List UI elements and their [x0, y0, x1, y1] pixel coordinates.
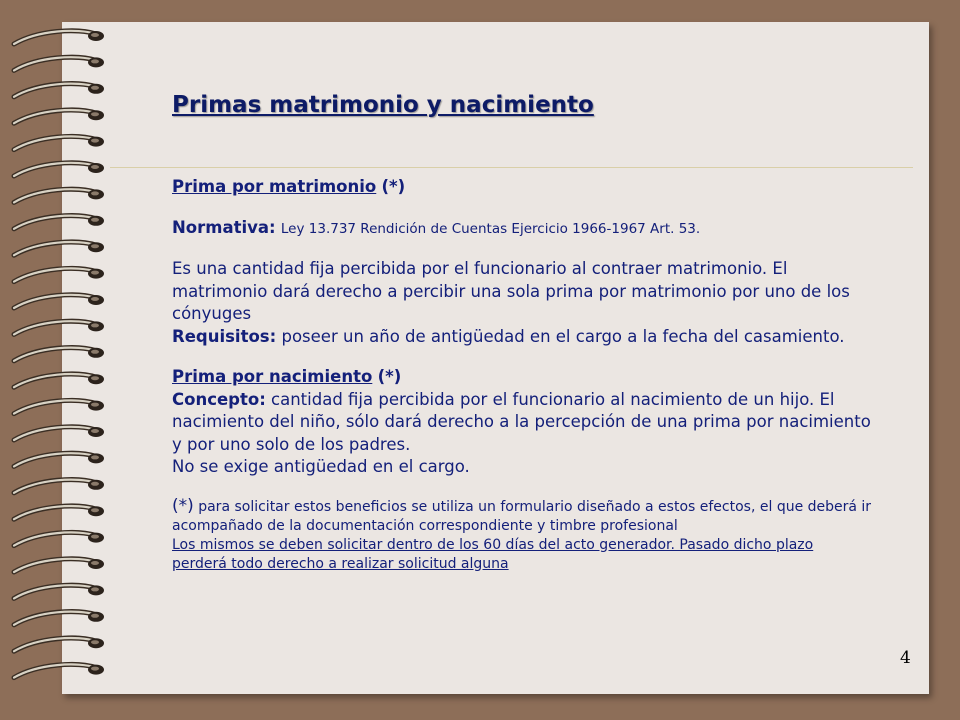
- spiral-ring: [14, 321, 104, 334]
- spiral-ring: [14, 110, 104, 123]
- deadline-link[interactable]: Los mismos se deben solicitar dentro de los 60 días del acto generador. Pasado dicho plazo perderá todo derecho a realizar solicitud alguna: [172, 536, 814, 572]
- page-number: 4: [900, 648, 911, 668]
- spiral-ring: [14, 532, 104, 545]
- content-body: [172, 176, 872, 574]
- spiral-ring: [14, 612, 104, 625]
- spiral-ring: [14, 585, 104, 598]
- spiral-ring: [14, 400, 104, 413]
- footnote-text: para solicitar estos beneficios se utiliza un formulario diseñado a estos efectos, el que deberá ir acompañado de la documentación correspondiente y timbre profesional: [172, 498, 872, 534]
- footnote: [172, 497, 872, 536]
- spiral-ring: [14, 163, 104, 176]
- spiral-ring: [14, 57, 104, 70]
- concepto-label: Concepto:: [172, 389, 266, 409]
- requisitos-line: [172, 326, 872, 349]
- concepto-text: cantidad fija percibida por el funcionario al nacimiento de un hijo. El nacimiento del niño, sólo dará derecho a la percepción de una prima por nacimiento y por uno solo de los padres.: [172, 389, 871, 454]
- requisitos-text: poseer un año de antigüedad en el cargo a la fecha del casamiento.: [281, 326, 845, 346]
- matrimonio-heading: Prima por matrimonio: [172, 177, 377, 196]
- spiral-ring: [14, 374, 104, 387]
- spiral-ring: [14, 31, 104, 44]
- spiral-ring: [14, 216, 104, 229]
- normativa-text: Ley 13.737 Rendición de Cuentas Ejercicio 1966-1967 Art. 53.: [280, 220, 701, 237]
- spiral-ring: [14, 268, 104, 281]
- antiguedad-text: No se exige antigüedad en el cargo.: [172, 457, 470, 476]
- spiral-binding: [8, 14, 108, 704]
- spiral-ring: [14, 295, 104, 308]
- requisitos-label: Requisitos:: [172, 326, 277, 346]
- spiral-ring: [14, 427, 104, 440]
- spiral-ring: [14, 453, 104, 466]
- spiral-ring: [14, 189, 104, 202]
- title-divider: [110, 167, 913, 168]
- nacimiento-marker: (*): [377, 367, 402, 386]
- concepto-line: [172, 389, 872, 457]
- spiral-ring: [14, 480, 104, 493]
- nacimiento-heading: Prima por nacimiento: [172, 367, 373, 386]
- spiral-ring: [14, 136, 104, 149]
- nacimiento-heading-line: [172, 366, 872, 389]
- matrimonio-marker: (*): [381, 177, 406, 196]
- spiral-ring: [14, 638, 104, 651]
- matrimonio-heading-line: [172, 176, 872, 199]
- spiral-ring: [14, 664, 104, 677]
- page-title: Primas matrimonio y nacimiento: [172, 92, 594, 118]
- normativa-line: [172, 217, 872, 241]
- spiral-ring: [14, 348, 104, 361]
- spiral-ring: [14, 84, 104, 97]
- spiral-ring: [14, 559, 104, 572]
- spiral-ring: [14, 506, 104, 519]
- footnote-marker: (*): [172, 495, 194, 516]
- spiral-ring: [14, 242, 104, 255]
- normativa-label: Normativa:: [172, 217, 276, 237]
- matrimonio-description: Es una cantidad fija percibida por el funcionario al contraer matrimonio. El matrimonio dará derecho a percibir una sola prima por matrimonio por uno de los cónyuges: [172, 259, 850, 323]
